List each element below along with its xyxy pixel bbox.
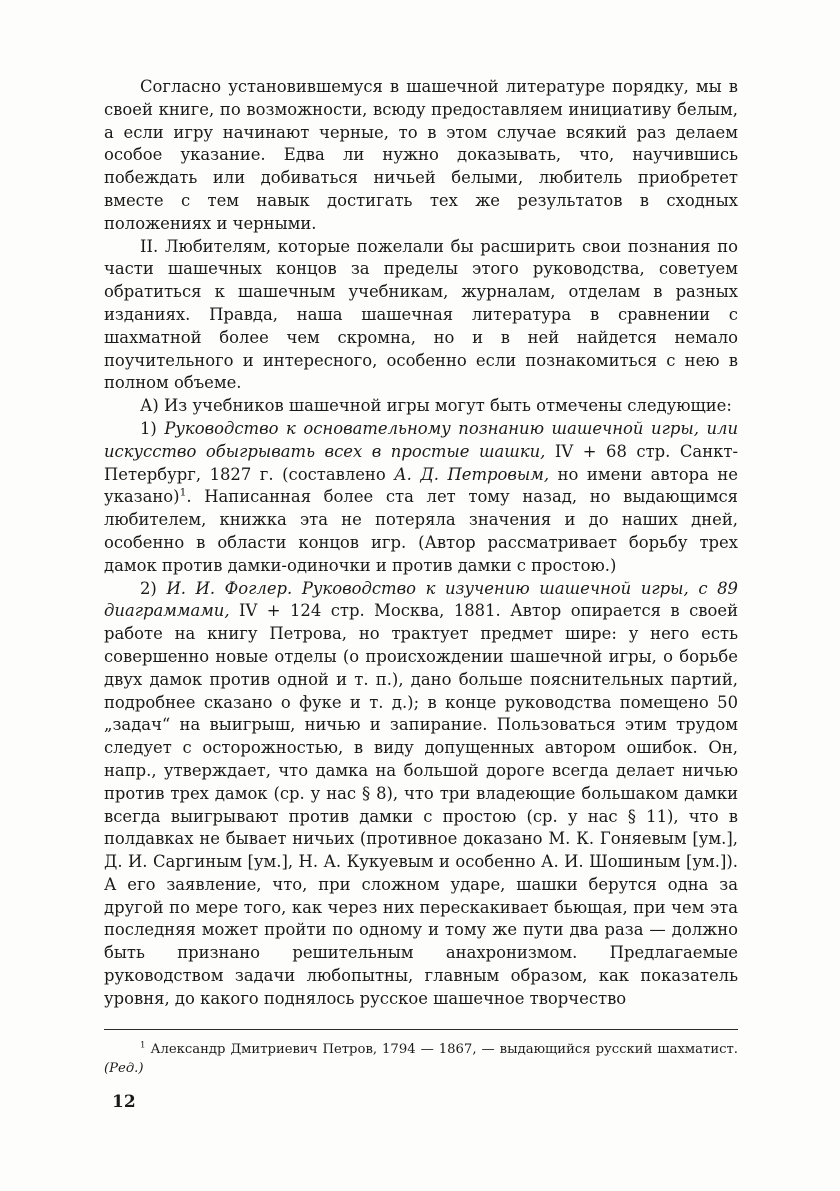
book-details: IV + 68 стр. Санкт-Петербург, 1827 г. (составлено xyxy=(104,441,738,484)
book-description: . Написанная более ста лет тому назад, но выдающимся любителем, книжка эта не потеряла значения и до наших дней, особенно в области концов игр. (Автор рассматривает борьбу трех дамок против дамки-одиночки и против дамки с простою.) xyxy=(104,487,738,575)
editor-note: (Ред.) xyxy=(104,1061,144,1076)
paragraph-3: А) Из учебников шашечной игры могут быть отмечены следующие: xyxy=(140,396,732,416)
list-number: 1) xyxy=(140,418,157,438)
list-number: 2) xyxy=(140,578,157,598)
book-author: А. Д. Петровым, xyxy=(394,464,550,484)
paragraph-5-book-2 xyxy=(104,578,738,1011)
paragraph-1: Согласно установившемуся в шашечной литературе порядку, мы в своей книге, по возможности, всюду предоставляем инициативу белым, а если игру начинают черные, то в этом случае всякий раз делаем особое указание. Едва ли нужно доказывать, что, научившись побеждать или добиваться ничьей белыми, любитель приобретет вместе с тем навык достигать тех же результатов в сходных положениях и черными. xyxy=(104,77,738,233)
footnote-marker: 1 xyxy=(179,485,187,499)
footnote-text: Александр Дмитриевич Петров, 1794 — 1867, — выдающийся русский шахматист. xyxy=(150,1042,738,1057)
book-title: Руководство к изучению шашечной игры, с 89 диаграммами, xyxy=(104,578,738,621)
main-text xyxy=(104,76,738,1011)
paragraph-4-book-1 xyxy=(104,418,738,578)
footnote xyxy=(104,1040,738,1078)
author-note: но имени автора не указано) xyxy=(104,464,738,507)
book-description: IV + 124 стр. Москва, 1881. Автор опирается в своей работе на книгу Петрова, но трактует предмет шире: у него есть совершенно новые отделы (о происхождении шашечной игры, о борьбе двух дамок против одной и т. п.), дано больше пояснительных партий, подробнее сказано о фуке и т. д.); в конце руководства помещено 50 „задач“ на выигрыш, ничью и запирание. Пользоваться этим трудом следует с осторожностью, в виду допущенных автором ошибок. Он, напр., утверждает, что дамка на большой дороге всегда делает ничью против трех дамок (ср. у нас § 8), что три владеющие большаком дамки всегда выигрывают против дамки с простою (ср. у нас § 11), что в полдавках не бывает ничьих (противное доказано М. К. Гоняевым [ум.], Д. И. Саргиным [ум.], Н. А. Кукуевым и особенно А. И. Шошиным [ум.]). А его заявление, что, при сложном ударе, шашки берутся одна за другой по мере того, как через них перескакивает бьющая, при чем эта последняя может пройти по одному и тому же пути два раза — должно быть признано решительным анахронизмом. Предлагаемые руководством задачи любопытны, главным образом, как показатель уровня, до какого поднялось русское шашечное творчество xyxy=(104,601,738,1008)
book-title: Руководство к основательному познанию шашечной игры, или искусство обыгрывать всех в простые шашки, xyxy=(104,418,738,461)
footnote-number: 1 xyxy=(140,1040,146,1051)
book-author: И. И. Фоглер. xyxy=(166,578,293,598)
paragraph-2: II. Любителям, которые пожелали бы расширить свои познания по части шашечных концов за пределы этого руководства, советуем обратиться к шашечным учебникам, журналам, отделам в разных изданиях. Правда, наша шашечная литература в сравнении с шахматной более чем скромна, но и в ней найдется немало поучительного и интересного, особенно если познакомиться с нею в полном объеме. xyxy=(104,236,738,393)
footnote-divider xyxy=(104,1029,738,1030)
page-number: 12 xyxy=(112,1092,136,1112)
